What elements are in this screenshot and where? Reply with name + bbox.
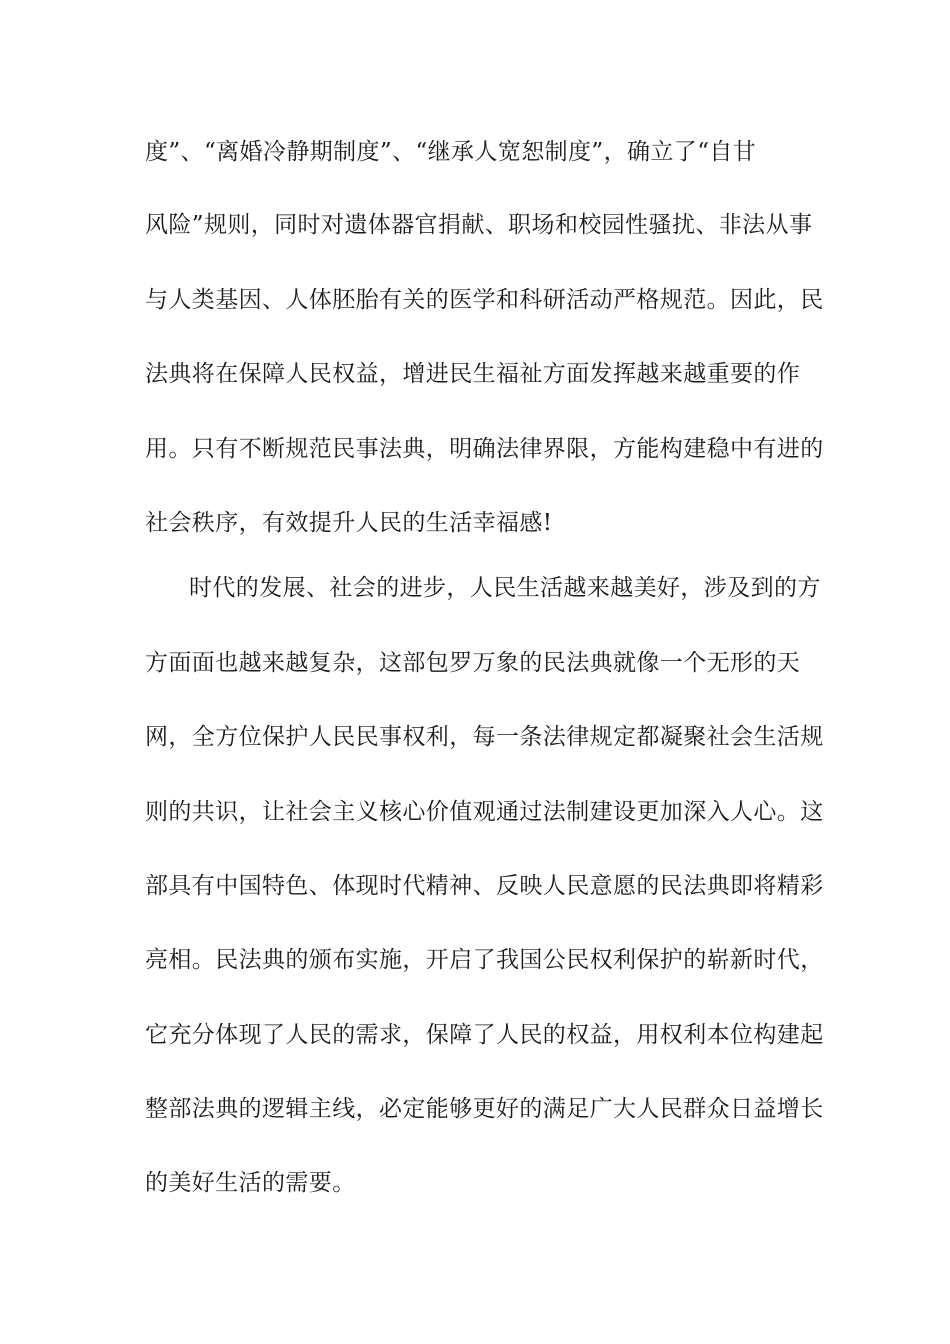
text-line: 整部法典的逻辑主线，必定能够更好的满足广大人民群众日益增长 [145,1096,824,1122]
text-line: 用。只有不断规范民事法典，明确法律界限，方能构建稳中有进的 [145,436,824,462]
text-line: 网，全方位保护人民民事权利，每一条法律规定都凝聚社会生活规 [145,724,824,750]
text-line: 与人类基因、人体胚胎有关的医学和科研活动严格规范。因此，民 [145,287,824,313]
text-line: 它充分体现了人民的需求，保障了人民的权益，用权利本位构建起 [145,1022,824,1048]
text-line: 的美好生活的需要。 [145,1170,356,1196]
text-line: 部具有中国特色、体现时代精神、反映人民意愿的民法典即将精彩 [145,873,824,899]
text-line: 度”、“离婚冷静期制度”、“继承人宽恕制度”，确立了“自甘 [145,139,757,165]
text-line: 社会秩序，有效提升人民的生活幸福感! [145,510,553,536]
text-line: 亮相。民法典的颁布实施，开启了我国公民权利保护的崭新时代， [145,947,824,973]
text-line: 则的共识，让社会主义核心价值观通过法制建设更加深入人心。这 [145,799,824,825]
text-line: 时代的发展、社会的进步，人民生活越来越美好，涉及到的方 [189,575,821,601]
text-line: 方面面也越来越复杂，这部包罗万象的民法典就像一个无形的天 [145,650,801,676]
text-line: 法典将在保障人民权益，增进民生福祉方面发挥越来越重要的作 [145,361,801,387]
text-line: 风险”规则，同时对遗体器官捐献、职场和校园性骚扰、非法从事 [145,212,813,238]
